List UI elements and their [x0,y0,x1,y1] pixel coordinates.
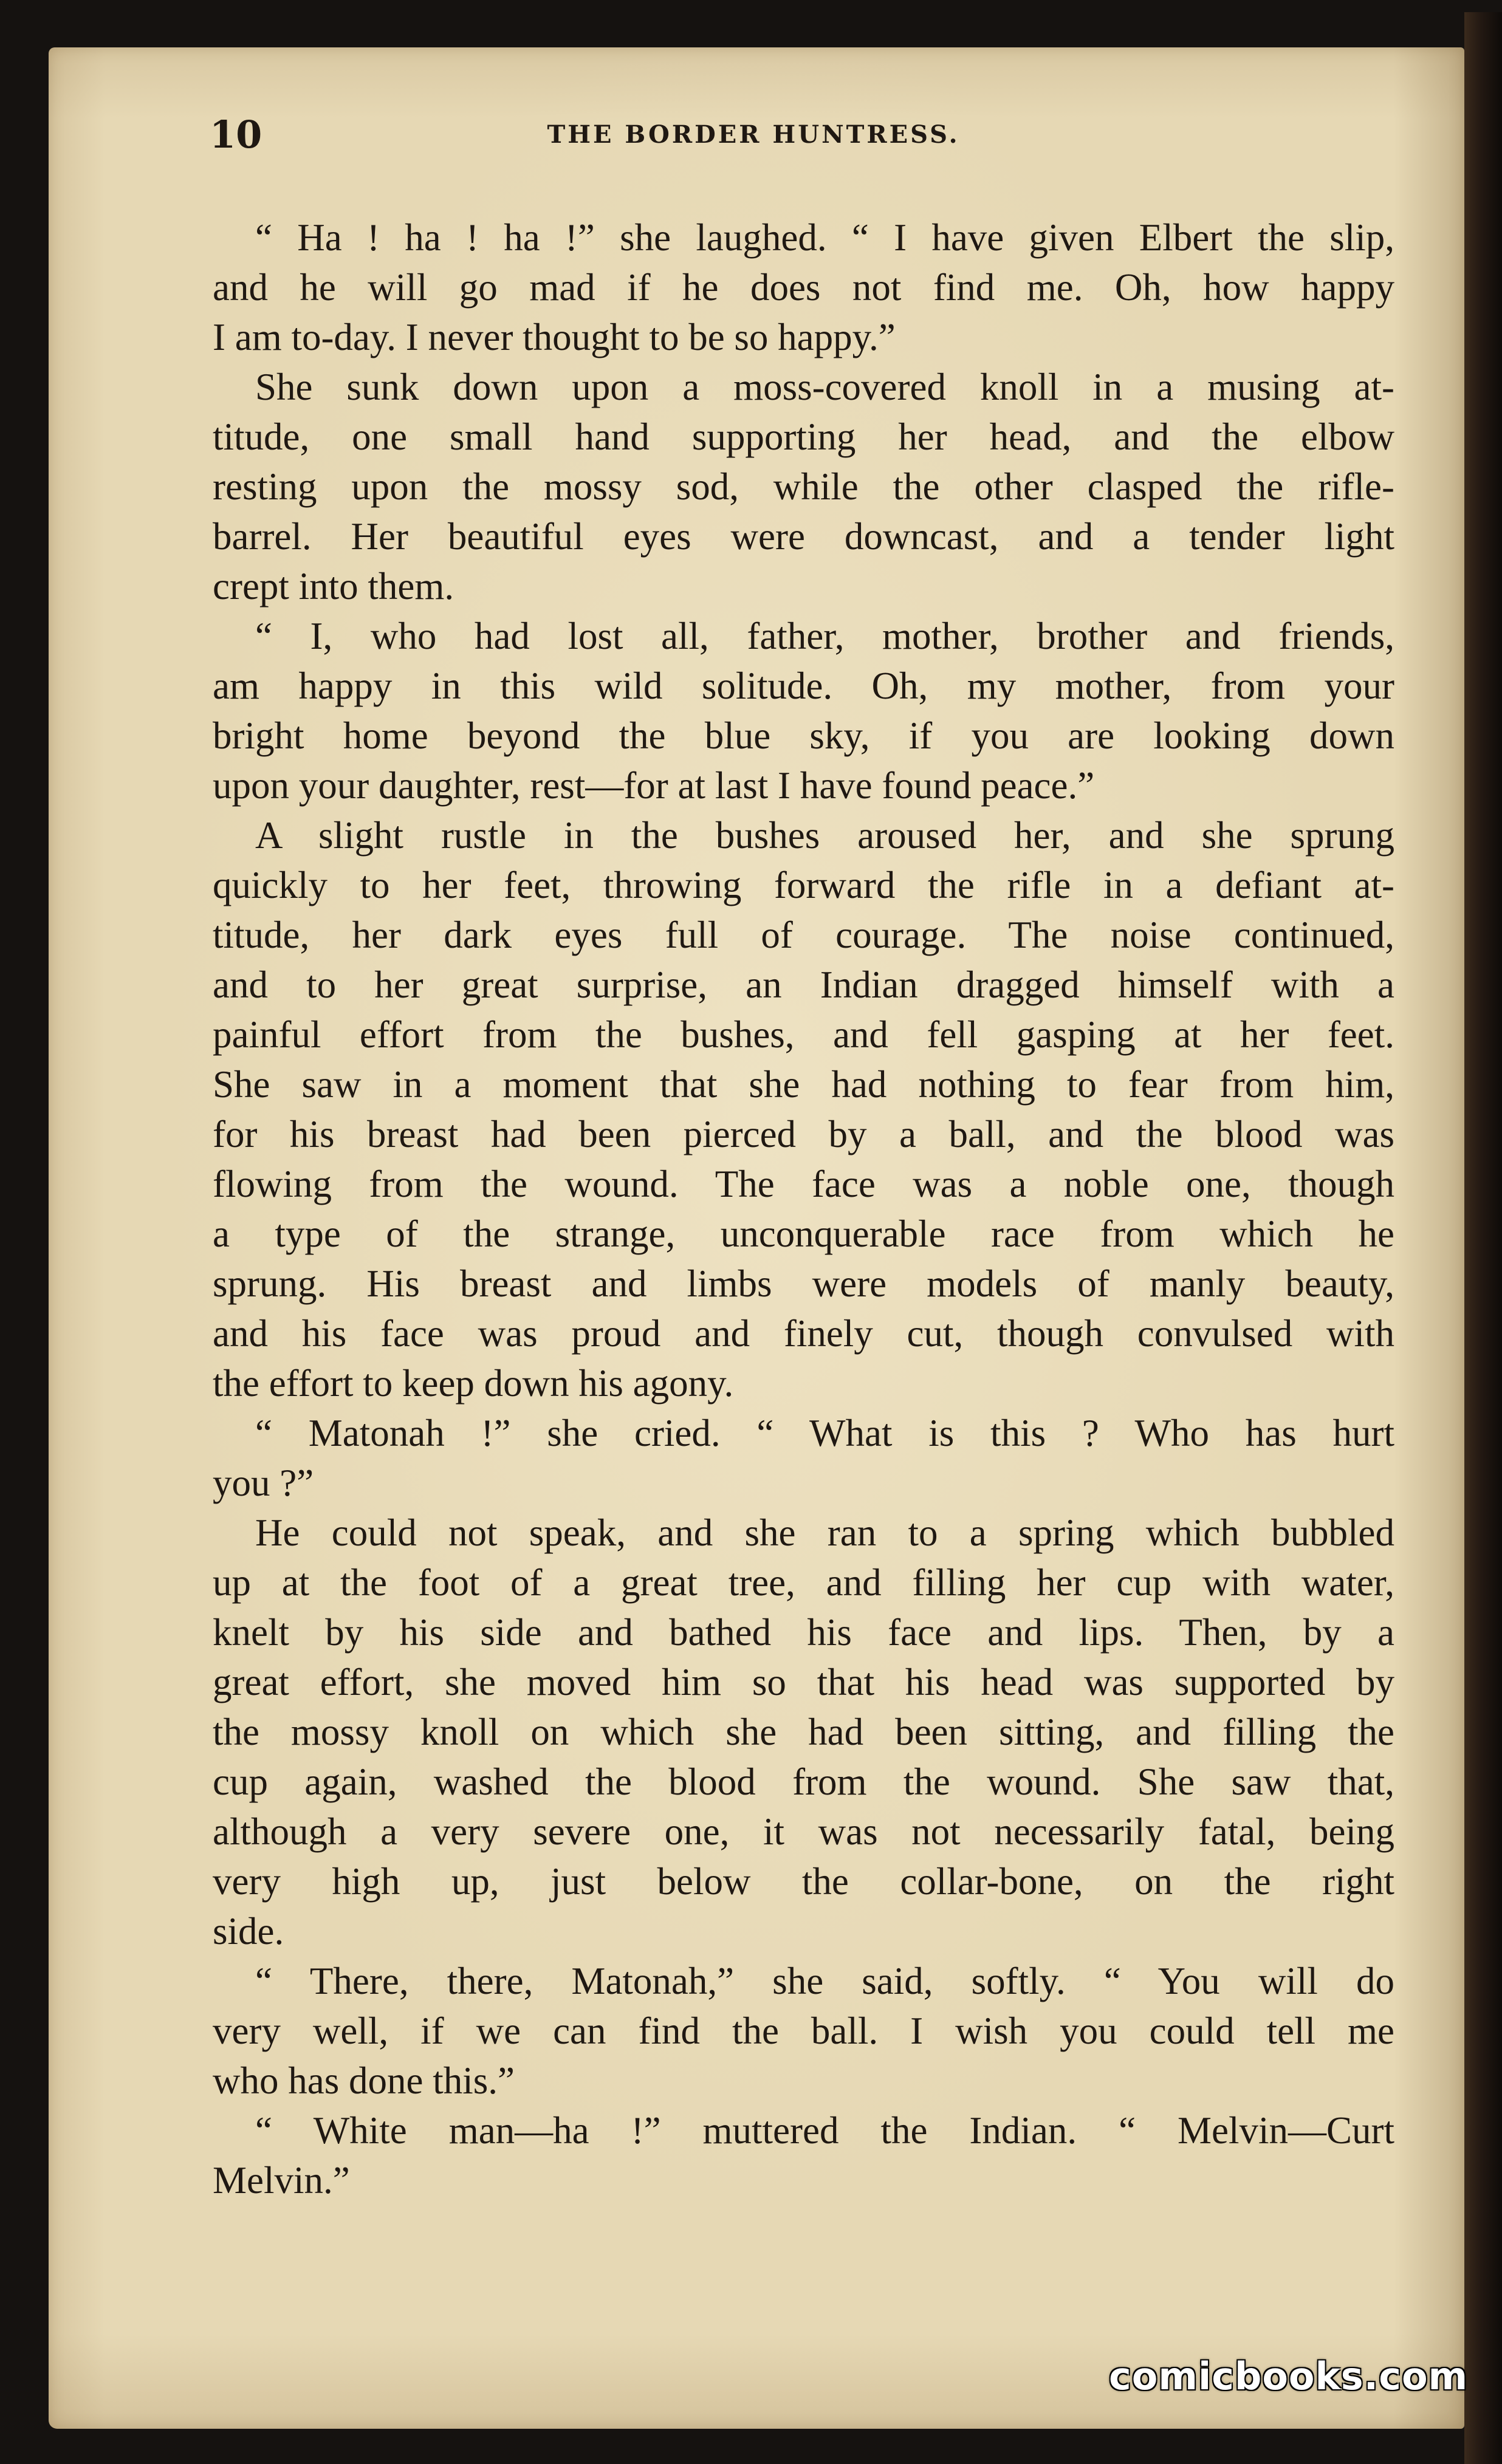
text-line: “ Ha ! ha ! ha !” she laughed. “ I have given Elbert the slip, [255,216,1394,259]
text-line: who has done this.” [213,2059,515,2102]
text-line: knelt by his side and bathed his face and lips. Then, by a [213,1611,1394,1654]
watermark: comicbooks.com [1109,2354,1469,2398]
text-line: He could not speak, and she ran to a spring which bubbled [255,1511,1394,1554]
text-line: A slight rustle in the bushes aroused her, and she sprung [255,814,1394,857]
text-line: resting upon the mossy sod, while the other clasped the rifle- [213,465,1394,508]
text-line: cup again, washed the blood from the wound. She saw that, [213,1761,1394,1803]
text-line: very high up, just below the collar-bone, on the right [213,1860,1394,1903]
text-line: “ Matonah !” she cried. “ What is this ? Who has hurt [255,1412,1394,1454]
text-line: upon your daughter, rest—for at last I have found peace.” [213,764,1095,807]
book-spine [1464,12,1502,2464]
text-line: “ White man—ha !” muttered the Indian. “ Melvin—Curt [255,2109,1394,2152]
text-line: She saw in a moment that she had nothing to fear from him, [213,1063,1394,1106]
text-line: Melvin.” [213,2159,350,2202]
text-line: a type of the strange, unconquerable race from which he [213,1213,1394,1255]
text-line: sprung. His breast and limbs were models of manly beauty, [213,1262,1394,1305]
body-text [213,213,1394,2205]
text-line: “ There, there, Matonah,” she said, softly. “ You will do [255,1960,1394,2002]
text-line: for his breast had been pierced by a ball, and the blood was [213,1113,1394,1155]
text-line: “ I, who had lost all, father, mother, brother and friends, [255,615,1394,657]
text-line: the mossy knoll on which she had been sitting, and filling the [213,1711,1394,1753]
text-line: the effort to keep down his agony. [213,1362,734,1405]
text-line: am happy in this wild solitude. Oh, my mother, from your [213,665,1394,707]
text-line: barrel. Her beautiful eyes were downcast, and a tender light [213,515,1394,558]
text-line: up at the foot of a great tree, and filling her cup with water, [213,1561,1394,1604]
page-header [210,111,1391,159]
text-line: and he will go mad if he does not find me. Oh, how happy [213,266,1394,309]
text-line: side. [213,1910,284,1952]
text-line: and his face was proud and finely cut, though convulsed with [213,1312,1394,1355]
text-line: and to her great surprise, an Indian dragged himself with a [213,963,1394,1006]
text-line: very well, if we can find the ball. I wish you could tell me [213,2010,1394,2052]
text-line: titude, one small hand supporting her head, and the elbow [213,416,1394,458]
text-line: great effort, she moved him so that his head was supported by [213,1661,1394,1703]
text-line: painful effort from the bushes, and fell gasping at her feet. [213,1013,1394,1056]
text-line: She sunk down upon a moss-covered knoll in a musing at- [255,366,1394,408]
text-line: flowing from the wound. The face was a noble one, though [213,1163,1394,1205]
text-line: crept into them. [213,565,454,607]
running-head: THE BORDER HUNTRESS. [547,120,960,149]
text-line: you ?” [213,1462,314,1504]
text-line: although a very severe one, it was not necessarily fatal, being [213,1810,1394,1853]
text-line: I am to-day. I never thought to be so happy.” [213,316,896,358]
page-number: 10 [210,112,262,157]
text-line: titude, her dark eyes full of courage. The noise continued, [213,914,1394,956]
text-line: bright home beyond the blue sky, if you are looking down [213,714,1394,757]
text-line: quickly to her feet, throwing forward the rifle in a defiant at- [213,864,1394,906]
